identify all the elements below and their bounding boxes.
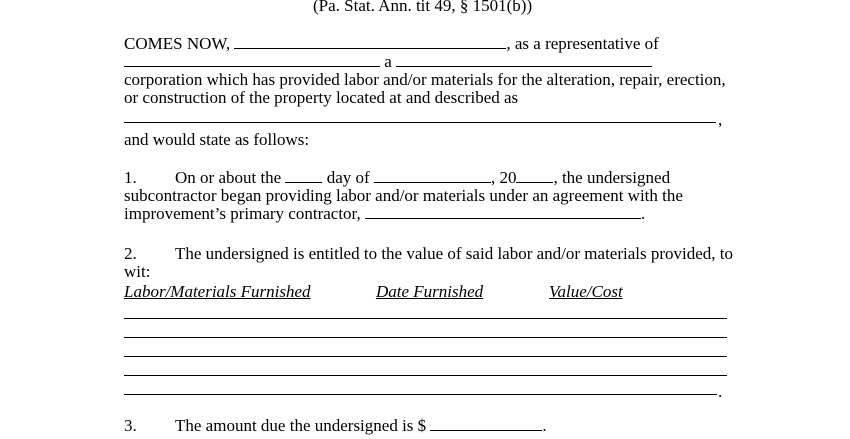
month-field[interactable]	[374, 168, 491, 183]
a-label: a	[384, 52, 392, 71]
day-field[interactable]	[285, 168, 322, 183]
corporation-type-field[interactable]	[396, 52, 652, 67]
undersigned-label: , the undersigned	[553, 168, 671, 187]
comes-now-line	[124, 34, 659, 54]
year-field[interactable]	[516, 168, 553, 183]
amount-due-field[interactable]	[430, 416, 542, 431]
item1-line2: subcontractor began providing labor and/or materials under an agreement with the	[124, 186, 683, 205]
item1-line1	[175, 168, 670, 188]
comes-now-label: COMES NOW,	[124, 34, 231, 53]
materials-entry-line-3[interactable]	[124, 356, 727, 357]
day-of-label: day of	[326, 168, 370, 187]
corporation-text-line-2: or construction of the property located at and described as	[124, 88, 519, 107]
as-representative-label: , as a representative of	[506, 34, 659, 53]
property-comma: ,	[718, 110, 723, 129]
materials-entry-line-4[interactable]	[124, 375, 727, 376]
item3-period: .	[542, 416, 547, 435]
primary-contractor-field[interactable]	[365, 204, 641, 219]
item1-period: .	[641, 204, 646, 223]
materials-entry-line-1[interactable]	[124, 318, 727, 319]
column-header-value-cost: Value/Cost	[549, 282, 623, 301]
item1-line3	[124, 204, 645, 224]
citation: (Pa. Stat. Ann. tit 49, § 1501(b))	[313, 0, 533, 15]
state-as-follows: and would state as follows:	[124, 130, 310, 149]
item2-number: 2.	[124, 244, 137, 263]
item1-number: 1.	[124, 168, 137, 187]
year-prefix-label: , 20	[490, 168, 517, 187]
corporation-text-line-1: corporation which has provided labor and/or materials for the alteration, repair, erection,	[124, 70, 726, 89]
materials-entry-line-2[interactable]	[124, 337, 727, 338]
item2-line2: wit:	[124, 262, 151, 281]
on-or-about-label: On or about the	[175, 168, 282, 187]
corporation-name-field[interactable]	[124, 52, 380, 67]
representative-name-field[interactable]	[234, 34, 506, 49]
column-header-date-furnished: Date Furnished	[376, 282, 484, 301]
column-header-labor-materials: Labor/Materials Furnished	[124, 282, 311, 301]
property-description-field[interactable]	[124, 122, 716, 123]
item3-number: 3.	[124, 416, 137, 435]
item3-line	[175, 416, 547, 436]
corporation-line	[124, 52, 652, 72]
item2-line1: The undersigned is entitled to the value of said labor and/or materials provided, to	[175, 244, 734, 263]
materials-entry-line-5[interactable]	[124, 394, 717, 395]
amount-due-label: The amount due the undersigned is $	[175, 416, 427, 435]
primary-contractor-label: improvement’s primary contractor,	[124, 204, 361, 223]
item2-period: .	[718, 382, 723, 401]
